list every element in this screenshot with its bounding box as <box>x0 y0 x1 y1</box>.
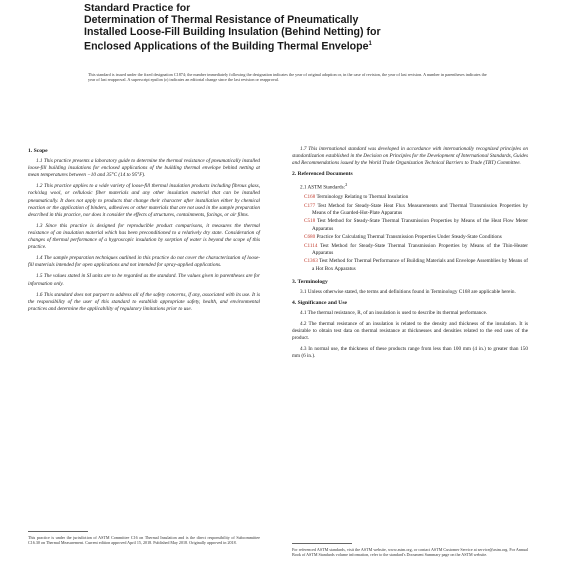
footnote-divider-right <box>292 543 352 544</box>
standard-label: Standard Practice for <box>84 2 191 14</box>
section-heading-referenced-documents: 2. Referenced Documents <box>292 171 353 178</box>
designation-note: This standard is issued under the fixed designation C1874; the number immediately following the designation indicates the year of original adoption or, in the case of revision, the year of last revision. A number in parentheses indicates the year of last reapproval. A superscript epsilon (ε) indicates an editorial change since the last revision or reapproval. <box>88 72 487 83</box>
reference-item[interactable] <box>292 218 528 232</box>
reference-title: Test Method for Steady-State Thermal Transmission Properties by Means of the Heat Flow Meter Apparatus <box>312 218 529 232</box>
ref-footnote-mark: 2 <box>345 182 348 188</box>
paragraph-4-3: 4.3 In normal use, the thickness of these products range from less than 100 mm (4 in.) to greater than 150 mm (6 in.). <box>292 346 528 360</box>
reference-item[interactable] <box>292 258 528 272</box>
paragraph-1-2: 1.2 This practice applies to a wide variety of loose-fill thermal insulation products including fibrous glass, rock/slag wool, or cellulosic fiber materials and any other insulation material that can be installed pneumatically. It does not apply to products that change their character after installation either by chemical reaction or the application of binders, adhesives or other materials that are not used in the sample preparation described in this practice, nor does it consider the effects of structures, containments, facings, or air films. <box>28 183 260 218</box>
reference-title: Practice for Calculating Thermal Transmission Properties Under Steady-State Conditions <box>316 234 502 241</box>
left-column <box>28 146 260 317</box>
reference-title: Test Method for Steady-State Heat Flux Measurements and Thermal Transmission Properties by Means of the Guarded-Hot-Plate Apparatus <box>312 202 528 216</box>
astm-standards-lead <box>292 181 528 192</box>
footnote-left: This practice is under the jurisdiction of ASTM Committee C16 on Thermal Insulation and is the direct responsibility of Subcommittee C16.30 on Thermal Measurement. Current edition approved April 15, 2018. Published May 2018. Originally approved in 2018. <box>28 535 260 546</box>
reference-title: Test Method for Steady-State Thermal Transmission Properties by Means of the Thin-Heater Apparatus <box>312 242 529 256</box>
right-column <box>292 146 528 364</box>
reference-code-link[interactable]: C1363 <box>304 258 318 265</box>
reference-code-link[interactable]: C177 <box>304 202 316 209</box>
paragraph-4-1: 4.1 The thermal resistance, R, of an insulation is used to describe its thermal performance. <box>300 309 488 316</box>
document-header <box>84 2 504 53</box>
paragraph-1-6: 1.6 This standard does not purport to address all of the safety concerns, if any, associated with its use. It is the responsibility of the user of this standard to establish appropriate safety, health, and environmental practices and determine the applicability of regulatory limitations prior to use. <box>28 291 260 312</box>
paragraph-1-1: 1.1 This practice presents a laboratory guide to determine the thermal resistance of pneumatically installed loose-fill building insulations for enclosed applications of the building thermal envelope behind netting at mean temperatures between −10 and 35°C (14 to 95°F). <box>28 158 260 179</box>
reference-item[interactable] <box>292 243 528 257</box>
reference-item[interactable] <box>292 194 528 201</box>
paragraph-4-2: 4.2 The thermal resistance of an insulation is related to the density and thickness of the insulation. It is desirable to obtain test data on thermal resistance at thicknesses and densities related to the end uses of the product. <box>292 321 528 342</box>
reference-code-link[interactable]: C518 <box>304 218 316 225</box>
title-footnote-mark: 1 <box>368 41 372 48</box>
reference-code-link[interactable]: C168 <box>304 194 316 201</box>
paragraph-3-1: 3.1 Unless otherwise stated, the terms and definitions found in Terminology C168 are applicable herein. <box>300 288 516 295</box>
paragraph-1-3: 1.3 Since this practice is designed for reproducible product comparisons, it measures the thermal resistance of an insulation material which has been preconditioned to a relatively dry state. Consideration of changes of thermal performance of a hygroscopic insulation by sorption of water is beyond the scope of this practice. <box>28 222 260 251</box>
reference-title: Test Method for Thermal Performance of Building Materials and Envelope Assemblies by Means of a Hot Box Apparatus <box>312 258 528 272</box>
footnote-divider-left <box>28 531 88 532</box>
section-heading-significance: 4. Significance and Use <box>292 299 348 306</box>
reference-title: Terminology Relating to Thermal Insulation <box>316 194 409 201</box>
title-line-1: Determination of Thermal Resistance of Pneumatically <box>84 14 359 26</box>
title-line-3-text: Enclosed Applications of the Building Thermal Envelope <box>84 40 369 53</box>
paragraph-1-4: 1.4 The sample preparation techniques outlined in this practice do not cover the characterization of loose-fill materials intended for open applications and not intended for spray-applied applications. <box>28 255 260 269</box>
reference-code-link[interactable]: C1114 <box>304 242 318 249</box>
reference-item[interactable] <box>292 234 528 241</box>
paragraph-1-5: 1.5 The values stated in SI units are to be regarded as the standard. The values given in parentheses are for information only. <box>28 273 260 287</box>
reference-item[interactable] <box>292 203 528 217</box>
title-line-3 <box>84 38 504 53</box>
reference-list <box>292 194 528 272</box>
section-heading-terminology: 3. Terminology <box>292 278 328 285</box>
astm-standards-label: 2.1 ASTM Standards: <box>300 185 346 192</box>
title-line-2: Installed Loose-Fill Building Insulation (Behind Netting) for <box>84 26 381 39</box>
document-title <box>84 14 504 53</box>
paragraph-1-7: 1.7 This international standard was developed in accordance with internationally recognized principles on standardization established in the Decision on Principles for the Development of International Standards, Guides and Recommendations issued by the World Trade Organization Technical Barriers to Trade (TBT) Committee. <box>292 146 528 167</box>
reference-code-link[interactable]: C680 <box>304 234 316 241</box>
footnote-right: For referenced ASTM standards, visit the ASTM website, www.astm.org, or contact ASTM Customer Service at service@astm.org. For Annual Book of ASTM Standards volume information, refer to the standard's Document Summary page on the ASTM website. <box>292 547 528 558</box>
section-heading-scope: 1. Scope <box>28 148 48 154</box>
